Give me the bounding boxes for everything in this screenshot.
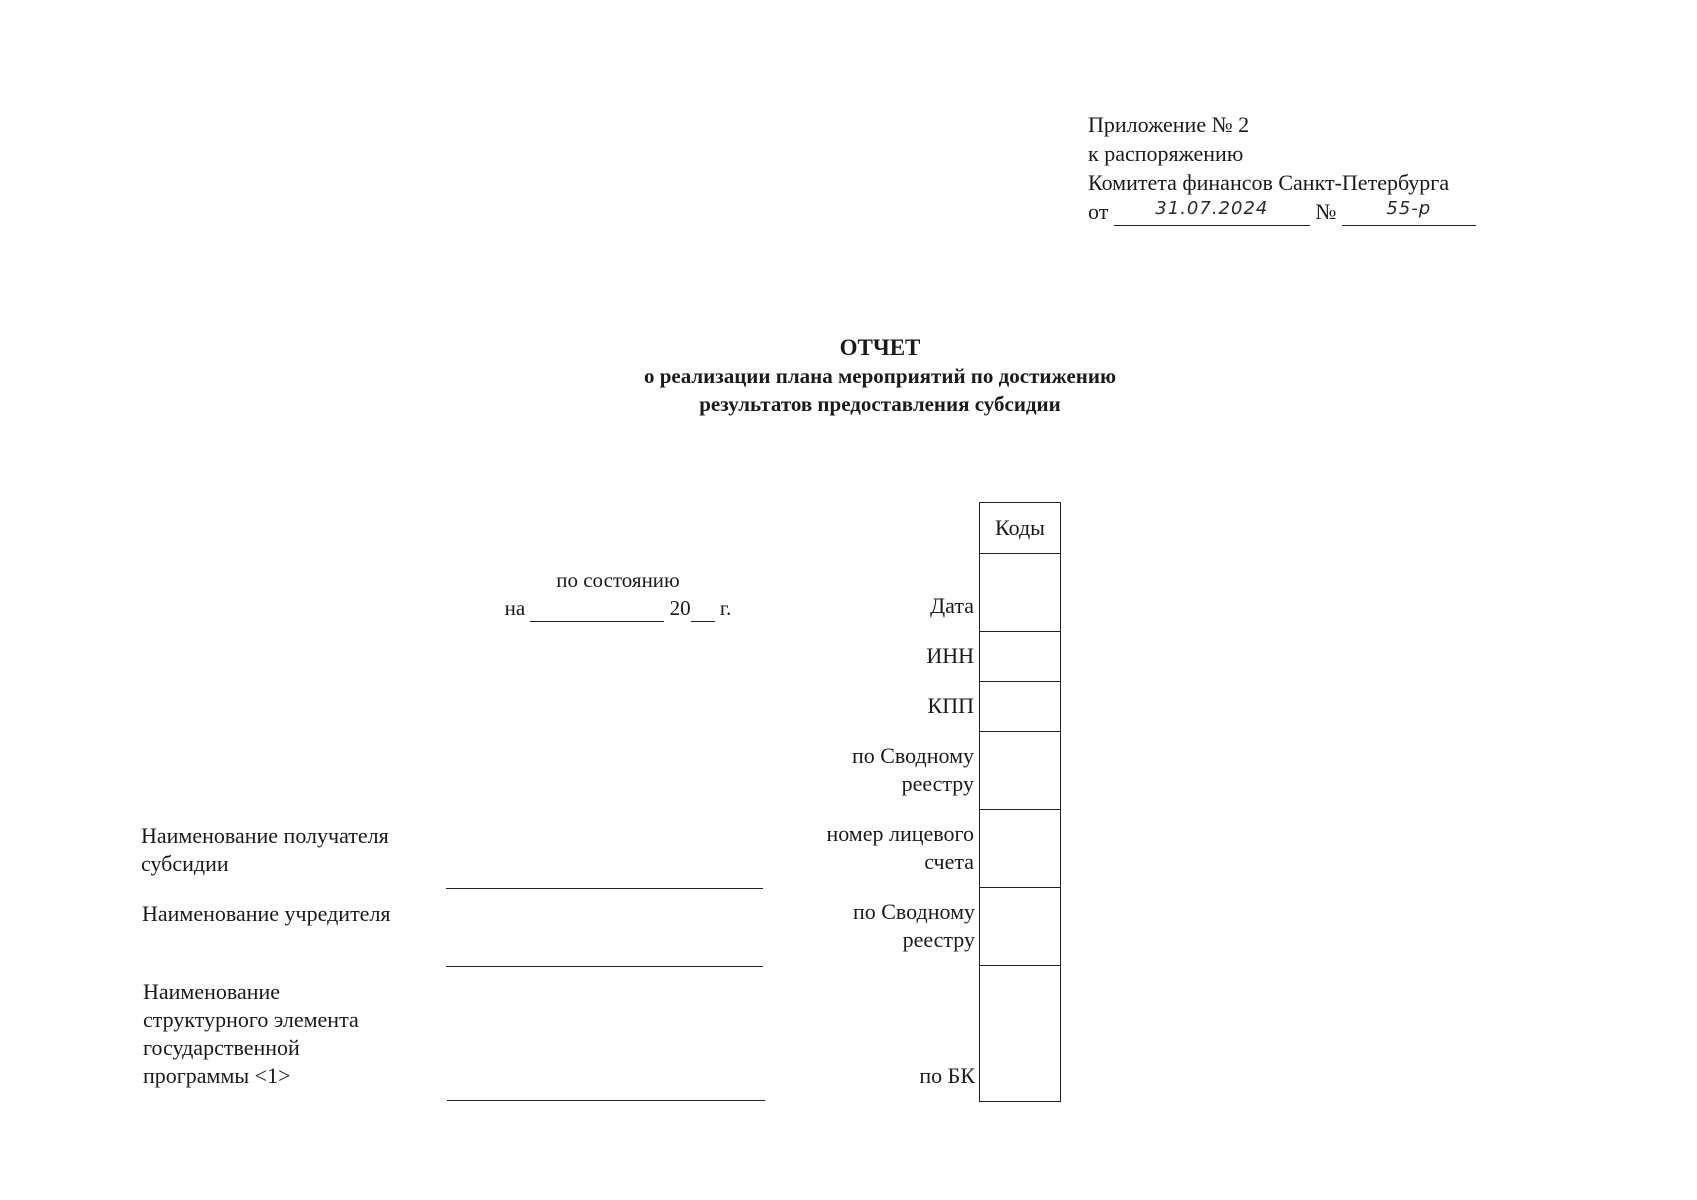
program-element-label-line1: Наименование [143, 979, 281, 1004]
program-element-label-line2: структурного элемента [143, 1007, 359, 1032]
appendix-date-number-line [1088, 197, 1476, 226]
appendix-committee: Комитета финансов Санкт-Петербурга [1088, 170, 1450, 195]
as-of-prefix: на [504, 596, 526, 620]
label-date: Дата [930, 593, 974, 618]
label-svod-registry-1 [774, 742, 974, 798]
founder-label-line1: Наименование учредителя [142, 901, 391, 926]
as-of-date-block [488, 566, 748, 622]
program-element-label [143, 978, 359, 1090]
program-element-label-line4: программы <1> [143, 1063, 291, 1088]
as-of-year-suffix: г. [719, 596, 732, 620]
label-account-number-line1: номер лицевого [826, 821, 974, 846]
as-of-date-line [488, 594, 748, 622]
as-of-year-prefix: 20 [669, 596, 691, 620]
code-cell-kpp[interactable] [979, 682, 1061, 732]
handwritten-date: 31.07.2024 [1155, 198, 1269, 219]
code-cell-svod-registry-1[interactable] [979, 732, 1061, 810]
handwritten-number: 55-р [1386, 198, 1432, 219]
as-of-year-blank [691, 601, 715, 622]
code-cell-date[interactable] [979, 554, 1061, 632]
recipient-name-line [446, 888, 763, 889]
code-cell-svod-registry-2[interactable] [979, 888, 1061, 966]
label-account-number [774, 820, 974, 876]
code-cell-bk[interactable] [979, 966, 1061, 1102]
founder-label [142, 900, 391, 928]
label-bk: по БК [919, 1063, 975, 1088]
as-of-date-blank [530, 601, 664, 622]
label-svod-registry-2-line1: по Сводному [852, 899, 975, 924]
program-element-line [447, 1100, 765, 1101]
label-svod-registry-1-line2: реестру [901, 771, 974, 796]
as-of-label: по состоянию [556, 568, 680, 592]
label-svod-registry-1-line1: по Сводному [851, 743, 974, 768]
codes-header: Коды [979, 502, 1061, 554]
report-title: ОТЧЕТ [839, 335, 921, 360]
code-cell-inn[interactable] [979, 632, 1061, 682]
number-field [1342, 198, 1476, 226]
report-subtitle-line1: о реализации плана мероприятий по достижению [643, 364, 1117, 388]
appendix-block [1088, 110, 1476, 226]
code-cell-account-number[interactable] [979, 810, 1061, 888]
label-inn: ИНН [926, 643, 974, 668]
number-prefix: № [1315, 199, 1337, 224]
founder-name-line [446, 966, 763, 967]
report-title-block [500, 334, 1260, 418]
appendix-title: Приложение № 2 [1088, 112, 1250, 137]
recipient-label-line2: субсидии [141, 851, 229, 876]
date-prefix: от [1088, 199, 1109, 224]
label-svod-registry-2-line2: реестру [902, 927, 975, 952]
report-subtitle-line2: результатов предоставления субсидии [699, 392, 1061, 416]
program-element-label-line3: государственной [143, 1035, 300, 1060]
label-svod-registry-2 [775, 898, 975, 954]
recipient-label [141, 822, 389, 878]
label-kpp: КПП [927, 693, 974, 718]
codes-table [979, 502, 1061, 1102]
recipient-label-line1: Наименование получателя [141, 823, 389, 848]
label-account-number-line2: счета [924, 849, 974, 874]
date-field [1114, 198, 1310, 226]
appendix-order-ref: к распоряжению [1088, 141, 1244, 166]
